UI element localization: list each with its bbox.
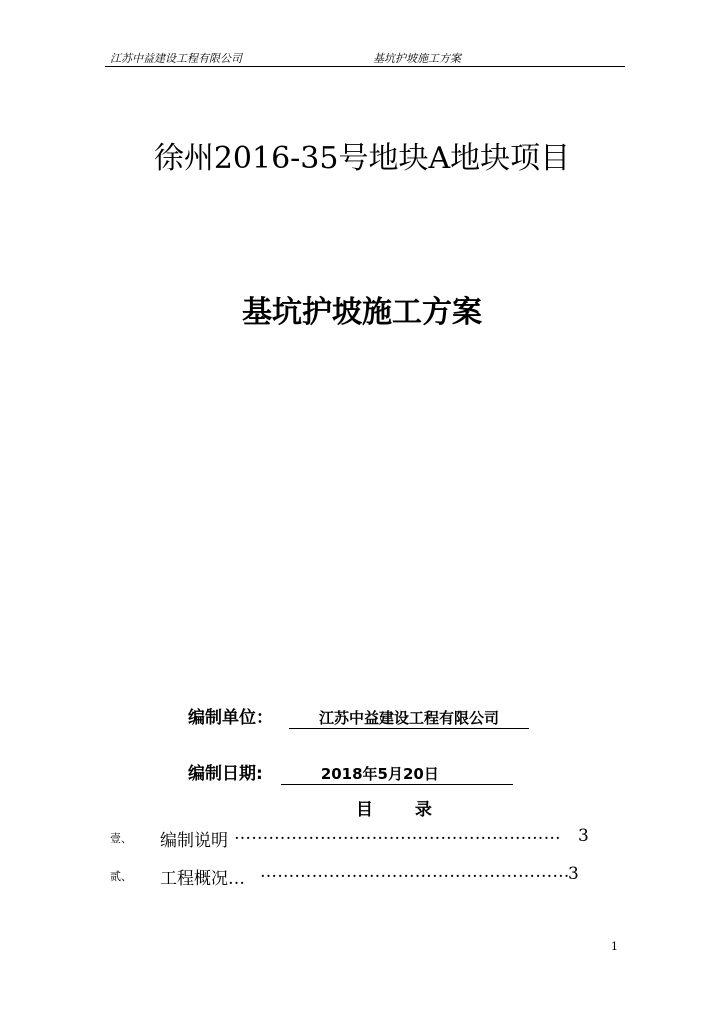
compiling-unit-field <box>188 703 529 729</box>
document-subtitle: 基坑护坡施工方案 <box>242 295 482 330</box>
compiling-date-value <box>281 763 513 785</box>
document-title: 徐州2016-35号地块A地块项目 <box>153 141 571 176</box>
compiling-unit-value: 江苏中益建设工程有限公司 <box>289 707 529 729</box>
toc-item-leader: ………………………………………………… <box>234 824 561 844</box>
page-number: 1 <box>611 940 618 953</box>
header-rule <box>105 66 625 67</box>
compiling-date-text: 2018年5月20日 <box>320 765 439 783</box>
toc-item-label: 编制说明 <box>160 831 228 851</box>
toc-item-page: 3 <box>568 864 579 884</box>
toc-item-number: 壹、 <box>110 832 132 845</box>
compiling-unit-label: 编制单位： <box>188 708 273 728</box>
header-doc-title: 基坑护坡施工方案 <box>373 52 461 65</box>
toc-heading: 目 录 <box>356 800 450 820</box>
toc-item-page: 3 <box>578 826 589 846</box>
toc-item-leader: ……………………………………………… <box>260 862 570 882</box>
compiling-date-field <box>188 759 513 785</box>
compiling-date-label: 编制日期: <box>188 764 263 784</box>
header-company: 江苏中益建设工程有限公司 <box>110 52 242 65</box>
toc-item-label: 工程概况… <box>160 869 245 889</box>
toc-item-number: 贰、 <box>110 870 132 883</box>
